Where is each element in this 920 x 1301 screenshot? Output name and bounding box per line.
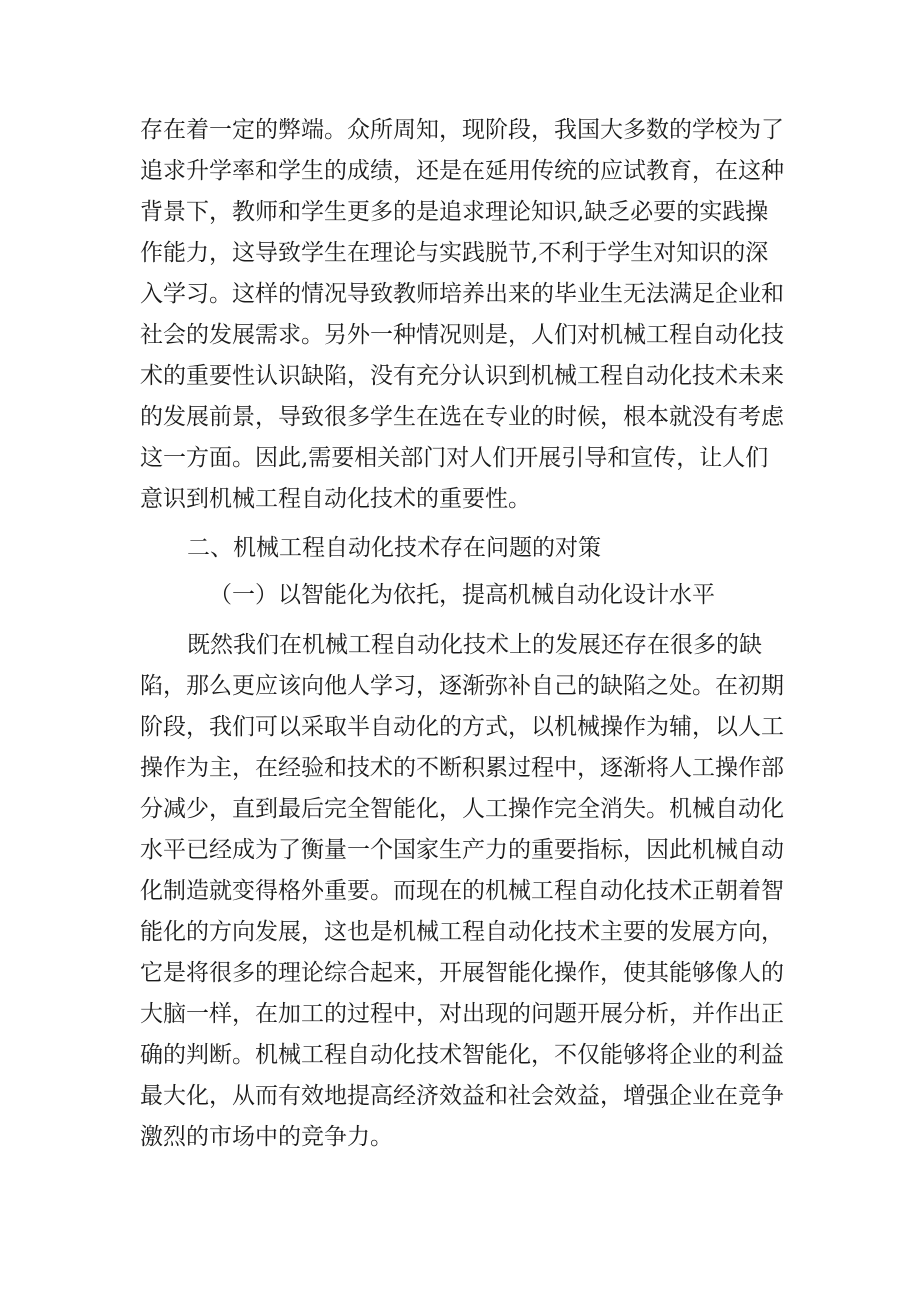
- paragraph-2-line: 阶段，我们可以采取半自动化的方式，以机械操作为辅，以人工: [140, 714, 784, 740]
- paragraph-2-line: 确的判断。机械工程自动化技术智能化，不仅能够将企业的利益: [140, 1042, 784, 1068]
- paragraph-2-line: 能化的方向发展，这也是机械工程自动化技术主要的发展方向，: [140, 919, 784, 945]
- paragraph-2-line: 化制造就变得格外重要。而现在的机械工程自动化技术正朝着智: [140, 878, 784, 904]
- paragraph-2-line: 操作为主，在经验和技术的不断积累过程中，逐渐将人工操作部: [140, 755, 784, 781]
- paragraph-2-line: 陷，那么更应该向他人学习，逐渐弥补自己的缺陷之处。在初期: [140, 673, 784, 699]
- paragraph-1-line: 这一方面。因此,需要相关部门对人们开展引导和宣传，让人们: [140, 445, 769, 471]
- paragraph-1-line: 社会的发展需求。另外一种情况则是，人们对机械工程自动化技: [140, 322, 784, 348]
- paragraph-1-line: 入学习。这样的情况导致教师培养出来的毕业生无法满足企业和: [140, 281, 784, 307]
- paragraph-2-line: 激烈的市场中的竞争力。: [140, 1124, 393, 1150]
- section-heading: 二、机械工程自动化技术存在问题的对策: [187, 535, 601, 561]
- subsection-heading: （一）以智能化为依托，提高机械自动化设计水平: [209, 582, 715, 608]
- paragraph-1-line: 追求升学率和学生的成绩，还是在延用传统的应试教育，在这种: [140, 158, 784, 184]
- paragraph-2-line: 水平已经成为了衡量一个国家生产力的重要指标，因此机械自动: [140, 837, 784, 863]
- paragraph-1-line: 意识到机械工程自动化技术的重要性。: [140, 486, 531, 512]
- paragraph-2-line: 它是将很多的理论综合起来，开展智能化操作，使其能够像人的: [140, 960, 784, 986]
- paragraph-1-line: 术的重要性认识缺陷，没有充分认识到机械工程自动化技术未来: [140, 363, 784, 389]
- paragraph-1-line: 背景下，教师和学生更多的是追求理论知识,缺乏必要的实践操: [140, 199, 769, 225]
- paragraph-2-line: 既然我们在机械工程自动化技术上的发展还存在很多的缺: [187, 632, 762, 658]
- paragraph-2-line: 分减少，直到最后完全智能化，人工操作完全消失。机械自动化: [140, 796, 784, 822]
- paragraph-1-line: 作能力，这导致学生在理论与实践脱节,不利于学生对知识的深: [140, 240, 769, 266]
- paragraph-2-line: 最大化，从而有效地提高经济效益和社会效益，增强企业在竞争: [140, 1083, 784, 1109]
- paragraph-1-line: 存在着一定的弊端。众所周知，现阶段，我国大多数的学校为了: [140, 117, 784, 143]
- paragraph-2-line: 大脑一样，在加工的过程中，对出现的问题开展分析，并作出正: [140, 1001, 784, 1027]
- paragraph-1-line: 的发展前景，导致很多学生在选在专业的时候，根本就没有考虑: [140, 404, 784, 430]
